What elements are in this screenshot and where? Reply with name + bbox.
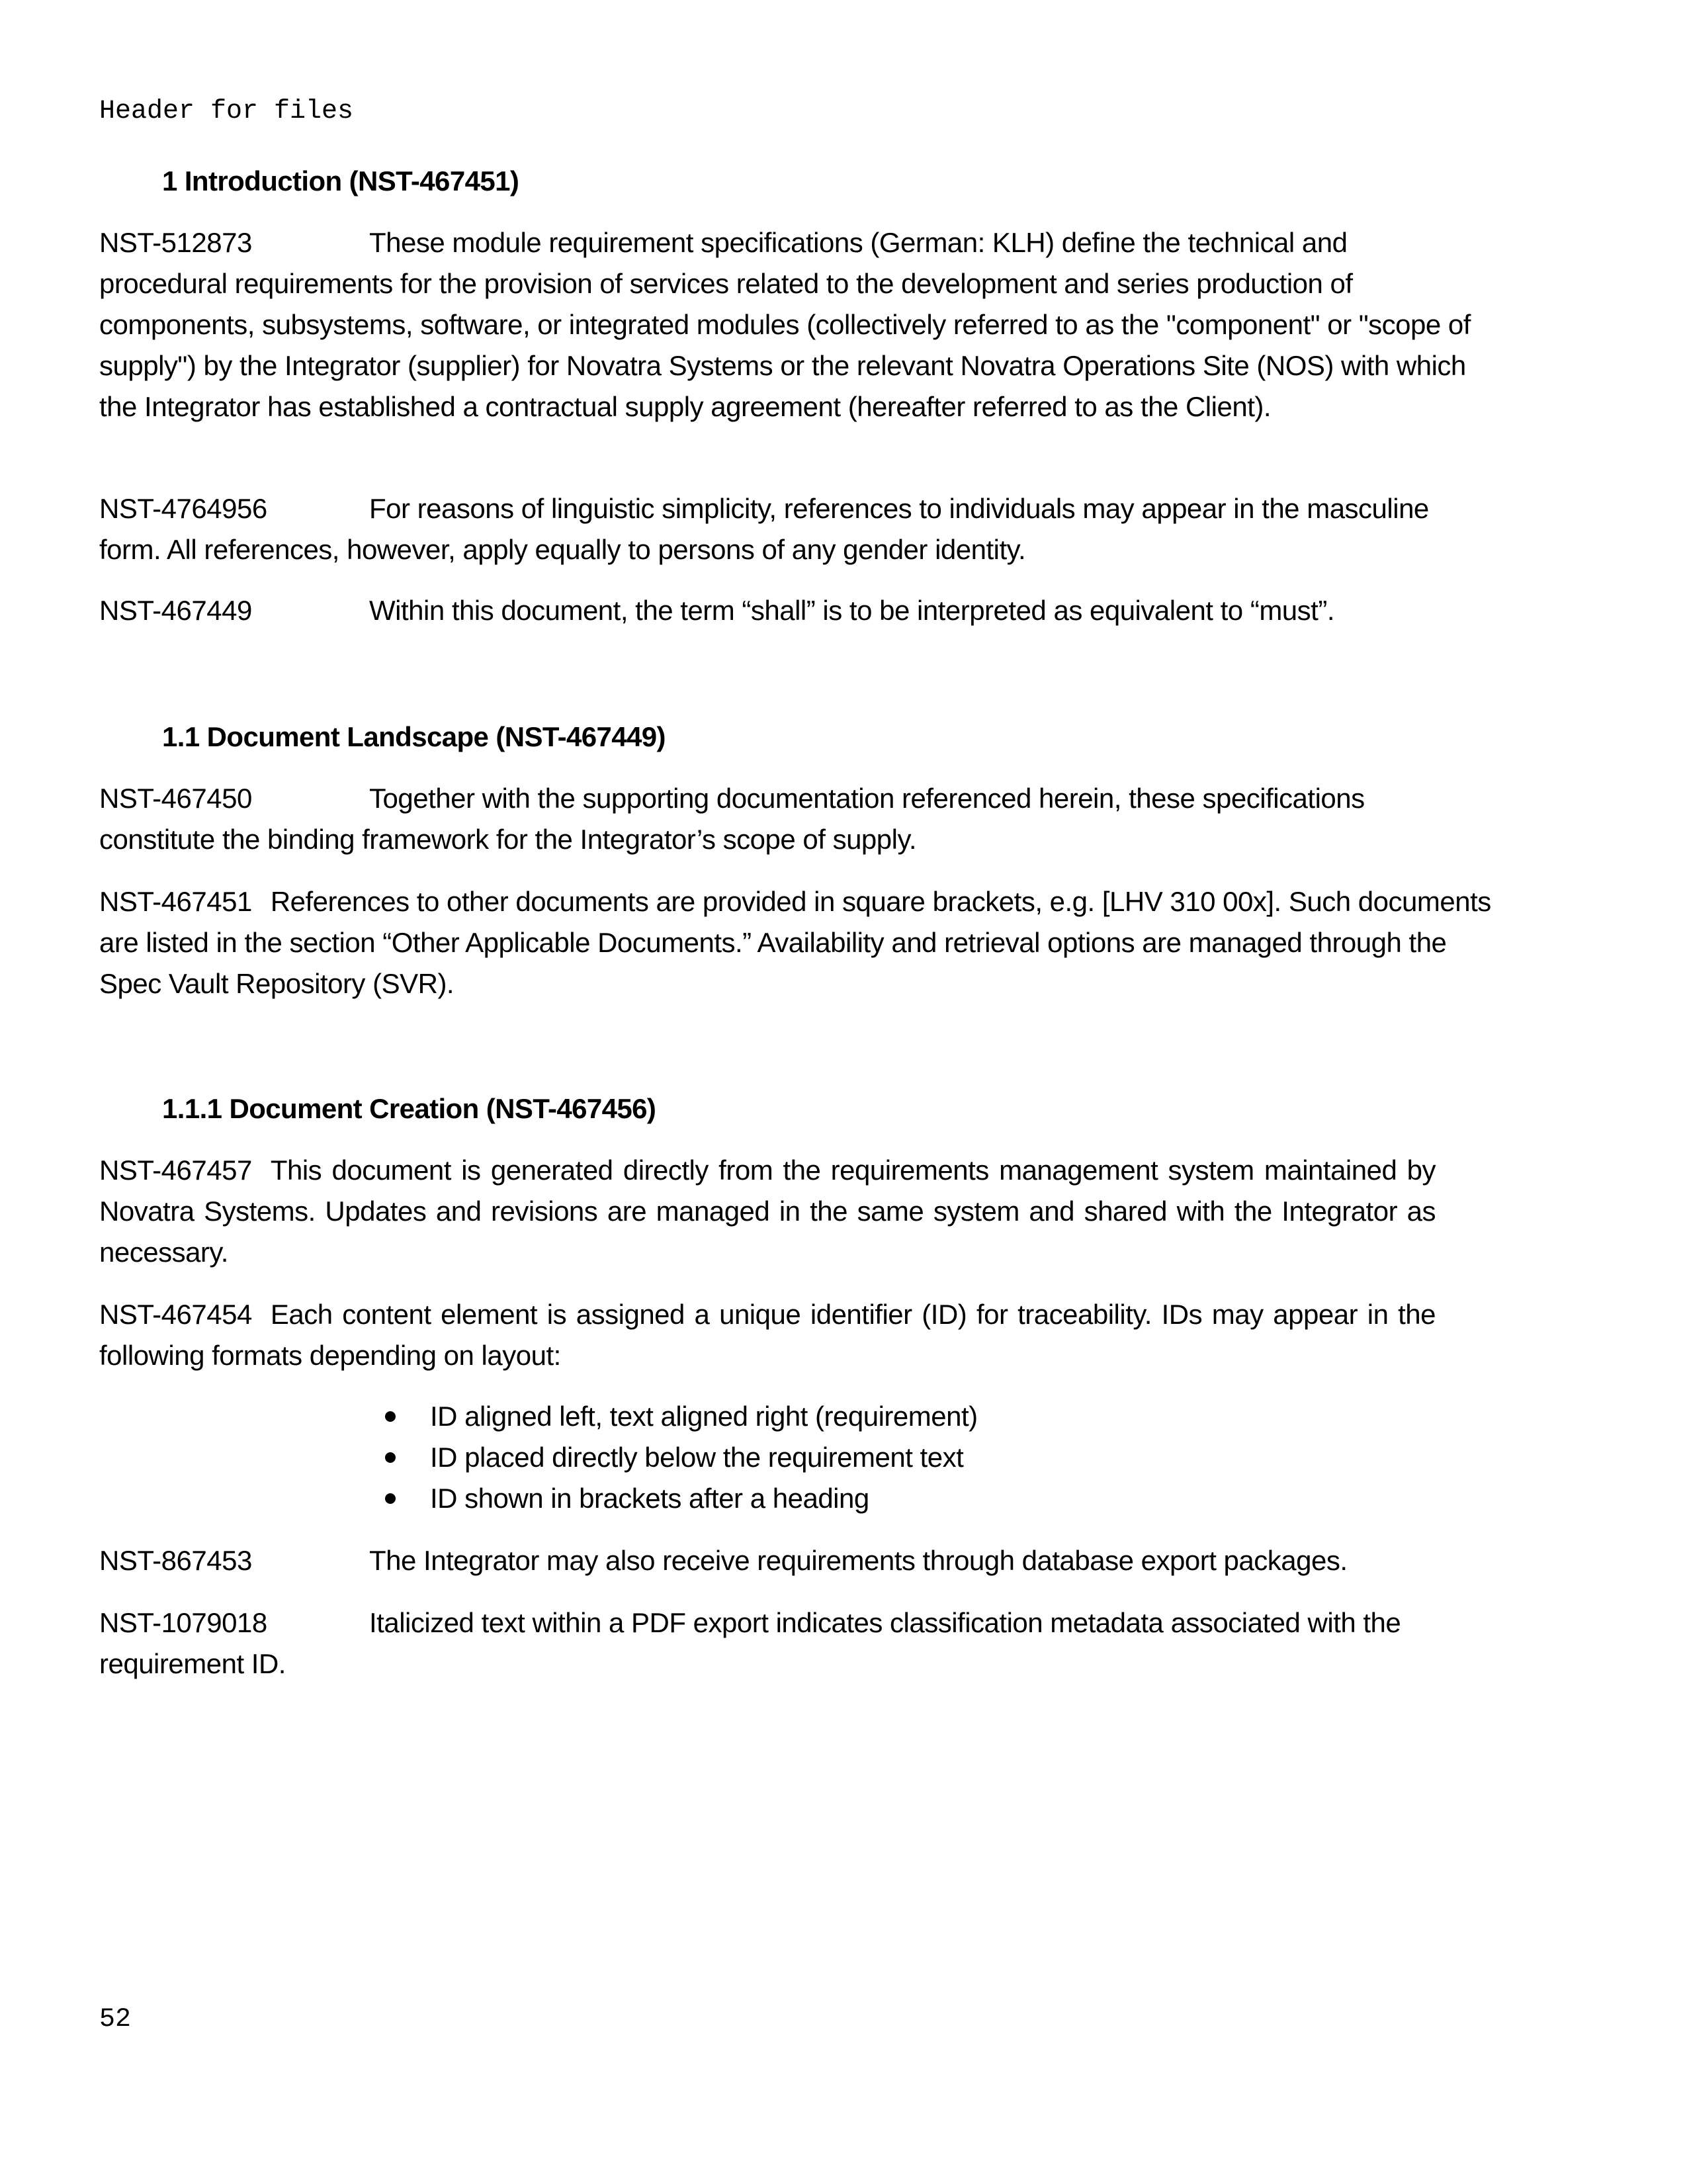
requirement-paragraph [99, 1602, 1462, 1684]
requirement-paragraph [99, 1540, 1621, 1581]
requirement-paragraph [99, 222, 1482, 427]
requirement-text: Italicized text within a PDF export indicates classification metadata associated with the requirement ID. [99, 1607, 1401, 1679]
list-item [370, 1478, 978, 1519]
requirement-paragraph [99, 778, 1396, 860]
page-header: Header for files [99, 97, 354, 126]
requirement-id: NST-467451 [99, 886, 252, 917]
requirement-text: Within this document, the term “shall” is to be interpreted as equivalent to “must”. [369, 595, 1334, 626]
section-heading-document-creation: 1.1.1 Document Creation (NST-467456) [162, 1093, 656, 1124]
requirement-text: This document is generated directly from the requirements management system maintained by Novatra Systems. Updates and revisions are managed in the same system and shared with the Integrator as necessary. [99, 1155, 1436, 1268]
list-item [370, 1437, 978, 1478]
bullet-icon [385, 1452, 396, 1463]
requirement-id: NST-467457 [99, 1155, 252, 1186]
bullet-icon [385, 1411, 396, 1422]
bullet-icon [385, 1493, 396, 1504]
list-item [370, 1396, 978, 1437]
requirement-text: Each content element is assigned a unique identifier (ID) for traceability. IDs may appear in the following formats depending on layout: [99, 1299, 1436, 1371]
requirement-paragraph [99, 1150, 1436, 1273]
list-item-text: ID shown in brackets after a heading [430, 1483, 869, 1514]
section-heading-document-landscape: 1.1 Document Landscape (NST-467449) [162, 721, 666, 752]
requirement-id: NST-467454 [99, 1299, 252, 1330]
list-item-text: ID placed directly below the requirement text [430, 1442, 964, 1473]
requirement-text: The Integrator may also receive requirements through database export packages. [369, 1545, 1348, 1576]
requirement-paragraph [99, 590, 1621, 631]
requirement-id: NST-867453 [99, 1545, 252, 1576]
id-format-list [370, 1396, 978, 1519]
requirement-text: These module requirement specifications (German: KLH) define the technical and procedural requirements for the provision of services related to the development and series production of components, subsystems, software, or integrated modules (collectively referred to as the "component" or "scope of supply") by the Integrator (supplier) for Novatra Systems or the relevant Novatra Operations Site (NOS) with which the Integrator has established a contractual supply agreement (hereafter referred to as the Client). [99, 227, 1471, 422]
list-item-text: ID aligned left, text aligned right (requirement) [430, 1401, 978, 1432]
requirement-paragraph [99, 488, 1462, 570]
requirement-id: NST-467450 [99, 783, 252, 814]
requirement-id: NST-512873 [99, 227, 252, 258]
page-number: 52 [99, 2005, 132, 2034]
requirement-paragraph [99, 1294, 1436, 1376]
requirement-text: Together with the supporting documentation referenced herein, these specifications constitute the binding framework for the Integrator’s scope of supply. [99, 783, 1365, 855]
section-heading-introduction: 1 Introduction (NST-467451) [162, 165, 519, 197]
requirement-id: NST-4764956 [99, 493, 267, 524]
requirement-paragraph [99, 881, 1508, 1004]
requirement-text: For reasons of linguistic simplicity, references to individuals may appear in the masculine form. All references, however, apply equally to persons of any gender identity. [99, 493, 1429, 565]
requirement-id: NST-467449 [99, 595, 252, 626]
requirement-id: NST-1079018 [99, 1607, 267, 1638]
requirement-text: References to other documents are provided in square brackets, e.g. [LHV 310 00x]. Such documents are listed in the section “Other Applicable Documents.” Availability and retrieval options are managed through the Spec Vault Repository (SVR). [99, 886, 1491, 999]
